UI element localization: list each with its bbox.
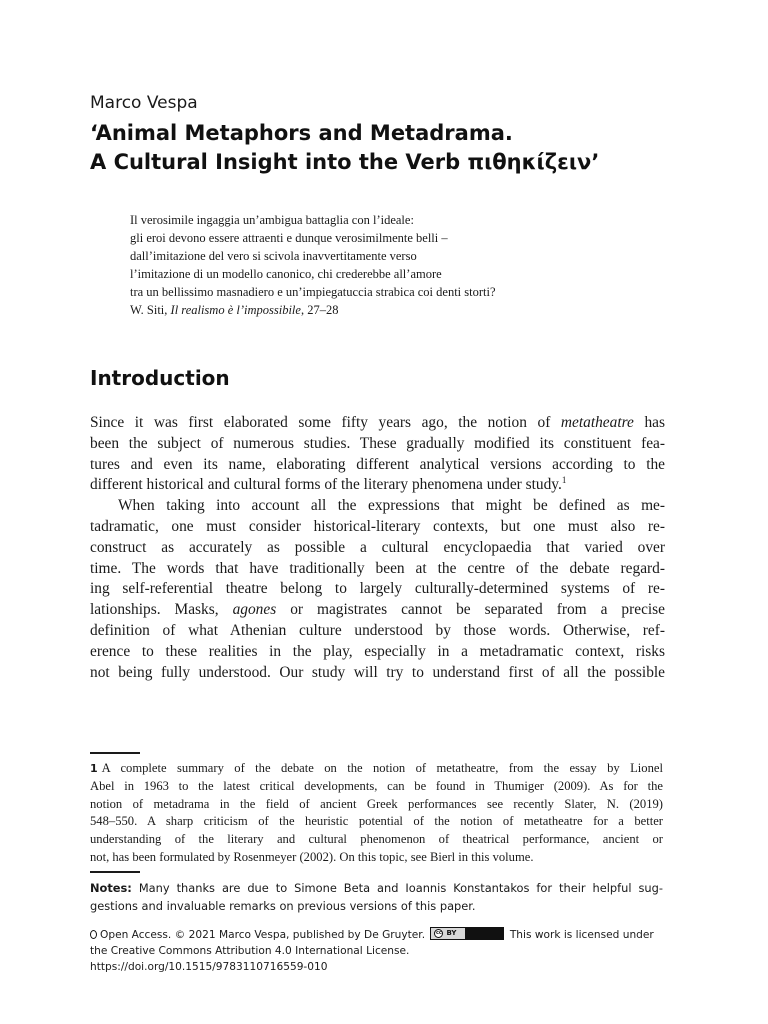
body-line: tures and even its name, elaborating different analytical versions according to the [90, 455, 665, 473]
body-line [90, 600, 665, 621]
epigraph-line: l’imitazione di un modello canonico, chi crederebbe all’amore [130, 267, 442, 281]
footnote-line [90, 760, 663, 778]
author-name: Marco Vespa [90, 93, 198, 113]
body-line: not being fully understood. Our study will try to understand first of all the possible [90, 663, 665, 681]
body-line: time. The words that have traditionally been at the centre of the debate regard- [90, 559, 665, 577]
acknowledgement-notes [90, 879, 663, 915]
body-line: definition of what Athenian culture understood by those words. Otherwise, ref- [90, 621, 665, 639]
footnote-text: A complete summary of the debate on the notion of metatheatre, from the essay by Lionel [101, 761, 663, 775]
footnote [90, 760, 663, 867]
license-text: Open Access. © 2021 Marco Vespa, published by De Gruyter. [100, 929, 426, 941]
emphasis-metatheatre: metatheatre [560, 414, 634, 431]
epigraph [130, 211, 630, 319]
footnote-reference[interactable]: 1 [561, 475, 567, 486]
body-text-span: Since it was first elaborated some fifty years ago, the notion of [90, 414, 551, 431]
title-line-2: A Cultural Insight into the Verb πιθηκίζειν’ [90, 150, 600, 174]
license-line [90, 927, 663, 943]
epigraph-source-title: Il realismo è l’impossibile [170, 303, 301, 317]
doi-link[interactable]: https://doi.org/10.1515/9783110716559-010 [90, 961, 328, 973]
epigraph-line: gli eroi devono essere attraenti e dunque verosimilmente belli – [130, 231, 448, 245]
emphasis-agones: agones [232, 601, 277, 619]
license-line: the Creative Commons Attribution 4.0 International License. [90, 945, 410, 957]
footnote-line: notion of metadrama in the field of ancient Greek performances see recently Slater, N. (2019) [90, 796, 663, 811]
body-text [90, 413, 665, 683]
body-line: ing self-referential theatre belong to largely culturally-determined systems of re- [90, 580, 665, 598]
license-text: This work is licensed under [509, 929, 654, 941]
notes-line: gestions and invaluable remarks on previous versions of this paper. [90, 899, 476, 913]
epigraph-line: Il verosimile ingaggia un’ambigua battaglia con l’ideale: [130, 213, 414, 227]
open-access-icon [90, 930, 97, 939]
license-info [90, 927, 663, 975]
cc-by-label: BY [446, 929, 457, 937]
section-heading: Introduction [90, 366, 230, 390]
footnote-divider [90, 752, 140, 754]
cc-by-license-icon[interactable] [430, 927, 504, 940]
title-line-1: ‘Animal Metaphors and Metadrama. [90, 121, 513, 145]
cc-logo-icon: cc [435, 930, 442, 936]
epigraph-source [130, 301, 630, 319]
epigraph-line: dall’imitazione del vero si scivola inavvertitamente verso [130, 249, 417, 263]
body-line: When taking into account all the expressions that might be defined as me- [118, 497, 665, 515]
body-line: erence to these realities in the play, especially in a metadramatic context, risks [90, 642, 665, 660]
body-text-span: lationships. Masks, [90, 601, 219, 619]
notes-label: Notes: [90, 881, 132, 895]
body-text-span: has [644, 414, 665, 431]
body-line: construct as accurately as possible a cultural encyclopaedia that varied over [90, 538, 665, 556]
body-line: been the subject of numerous studies. These gradually modified its constituent fea- [90, 434, 665, 452]
body-line: tadramatic, one must consider historical-literary contexts, but one must also re- [90, 517, 665, 535]
epigraph-source-author: W. Siti, [130, 303, 168, 317]
footnote-line: 548–550. A sharp criticism of the heuristic potential of the notion of metatheatre for a better [90, 814, 663, 829]
footnote-line: understanding of the literary and cultural phenomenon of theatrical performance, ancient or [90, 832, 663, 847]
body-line [90, 475, 665, 496]
footnote-line: not, has been formulated by Rosenmeyer (2002). On this topic, see Bierl in this volume. [90, 849, 534, 864]
body-line [90, 413, 665, 434]
body-text-span: different historical and cultural forms of the literary phenomena under study. [90, 476, 562, 494]
notes-text: Many thanks are due to Simone Beta and Ioannis Konstantakos for their helpful sug- [138, 881, 663, 895]
article-title [90, 119, 670, 177]
notes-line [90, 879, 663, 897]
footnote-number: 1 [90, 762, 98, 775]
notes-divider [90, 871, 140, 873]
epigraph-source-pages: , 27–28 [300, 303, 339, 317]
page [90, 0, 664, 1024]
epigraph-line: tra un bellissimo masnadiero e un’impiegatuccia strabica coi denti storti? [130, 285, 496, 299]
body-text-span: or magistrates cannot be separated from a precise [290, 601, 665, 619]
footnote-line: Abel in 1963 to the latest critical developments, can be found in Thumiger (2009). As for the [90, 778, 663, 793]
